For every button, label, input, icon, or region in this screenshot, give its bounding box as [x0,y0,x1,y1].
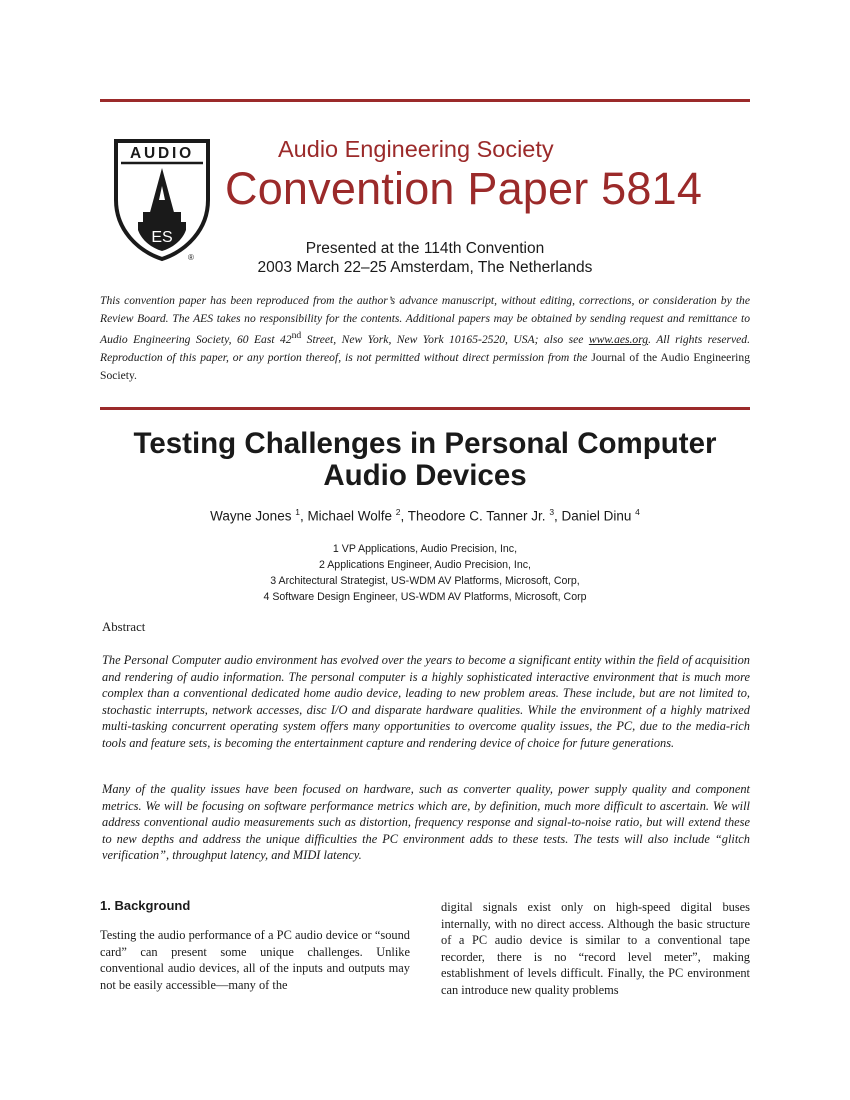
section-heading-background: 1. Background [100,898,191,913]
body-column-right: digital signals exist only on high-speed digital buses internally, with no direct access. Although the basic structure of a PC audio device is similar to a conventional tape recorder, there is no “record level meter”, making establishment of levels difficult. Finally, the PC environment can introduce new quality problems [441,900,750,997]
notice-text-2: Street, New York, New York 10165-2520, USA; also see [301,333,589,347]
author-affiliation-number: 1 [295,507,300,517]
author-name: Wayne Jones [210,508,296,524]
abstract-paragraph-1: The Personal Computer audio environment has evolved over the years to become a significant entity within the field of acquisition and rendering of audio information. The personal computer is a highly sophisticated interactive environment that is much more complex than a conventional dedicated home audio device, leading to new problem areas. These include, but are not limited to, stochastic interrupts, network accesses, disc I/O and disparate hardware qualities. While the environment of a highly matrixed multi-tasking concurrent operating system offers many opportunities to overcome quality issues, the PC, due to the media-rich tools and feature sets, is becoming the entertainment capture and rendering device of choice for future generations. [102,653,750,750]
title-line-2: Audio Devices [323,459,527,492]
author-name: , Theodore C. Tanner Jr. [400,508,550,524]
author-affiliation-number: 2 [395,507,401,517]
logo-bottom-text: ES [151,229,173,246]
aes-website-link[interactable]: www.aes.org [588,333,649,347]
affiliation-line: 1 VP Applications, Audio Precision, Inc, [332,543,518,555]
convention-paper-title: Convention Paper 5814 [225,163,703,214]
author-affiliation-number: 3 [549,507,555,517]
title-line-1: Testing Challenges in Personal Computer [133,427,717,460]
paper-main-title [0,428,850,492]
notice-text-4: of the Audio Engineering Society. [100,350,750,382]
notice-journal: Journal [591,350,626,364]
middle-divider [100,407,750,410]
copyright-notice [100,292,750,384]
affiliation-line: 2 Applications Engineer, Audio Precision, Inc, [318,559,531,571]
notice-superscript: nd [291,330,302,342]
author-affiliation-number: 4 [635,507,640,517]
affiliation-line: 4 Software Design Engineer, US-WDM AV Platforms, Microsoft, Corp [263,591,587,603]
author-name: , Michael Wolfe [299,508,396,524]
presented-line-1: Presented at the 114th Convention [305,240,545,257]
affiliation-list [0,541,850,605]
registered-mark: ® [188,253,194,262]
body-column-left [100,898,410,993]
presented-line-2: 2003 March 22–25 Amsterdam, The Netherlands [257,259,593,276]
logo-top-text: AUDIO [130,145,194,162]
author-list [0,507,850,524]
top-divider [100,99,750,102]
notice-text-1: This convention paper has been reproduced from the author’s advance manuscript, without editing, corrections, or consideration by the Review Board. The AES takes no responsibility for the contents. Additional papers may be obtained by sending request and remittance to Audio Engineering Society, 60 East 42 [100,294,750,347]
author-name: , Daniel Dinu [554,508,636,524]
society-name: Audio Engineering Society [278,136,554,162]
body-paragraph-left: Testing the audio performance of a PC audio device or “sound card” can present some unique challenges. Unlike conventional audio devices, all of the inputs and outputs may not be easily accessible—many of the [100,928,410,992]
notice-text-3: . All rights reserved. Reproduction of this paper, or any portion thereof, is not permitted without direct permission from the [100,333,750,364]
abstract-paragraph-2: Many of the quality issues have been focused on hardware, such as converter quality, power supply quality and component metrics. We will be focusing on software performance metrics which are, by definition, much more difficult to ascertain. We will address conventional audio measurements such as distortion, frequency response and signal-to-noise ratio, but will extend these to new depths and address the unique difficulties the PC environment adds to these tests. The tests will also include “glitch verification”, throughput latency, and MIDI latency. [102,782,750,863]
affiliation-line: 3 Architectural Strategist, US-WDM AV Platforms, Microsoft, Corp, [270,575,580,587]
abstract-heading: Abstract [102,620,146,634]
